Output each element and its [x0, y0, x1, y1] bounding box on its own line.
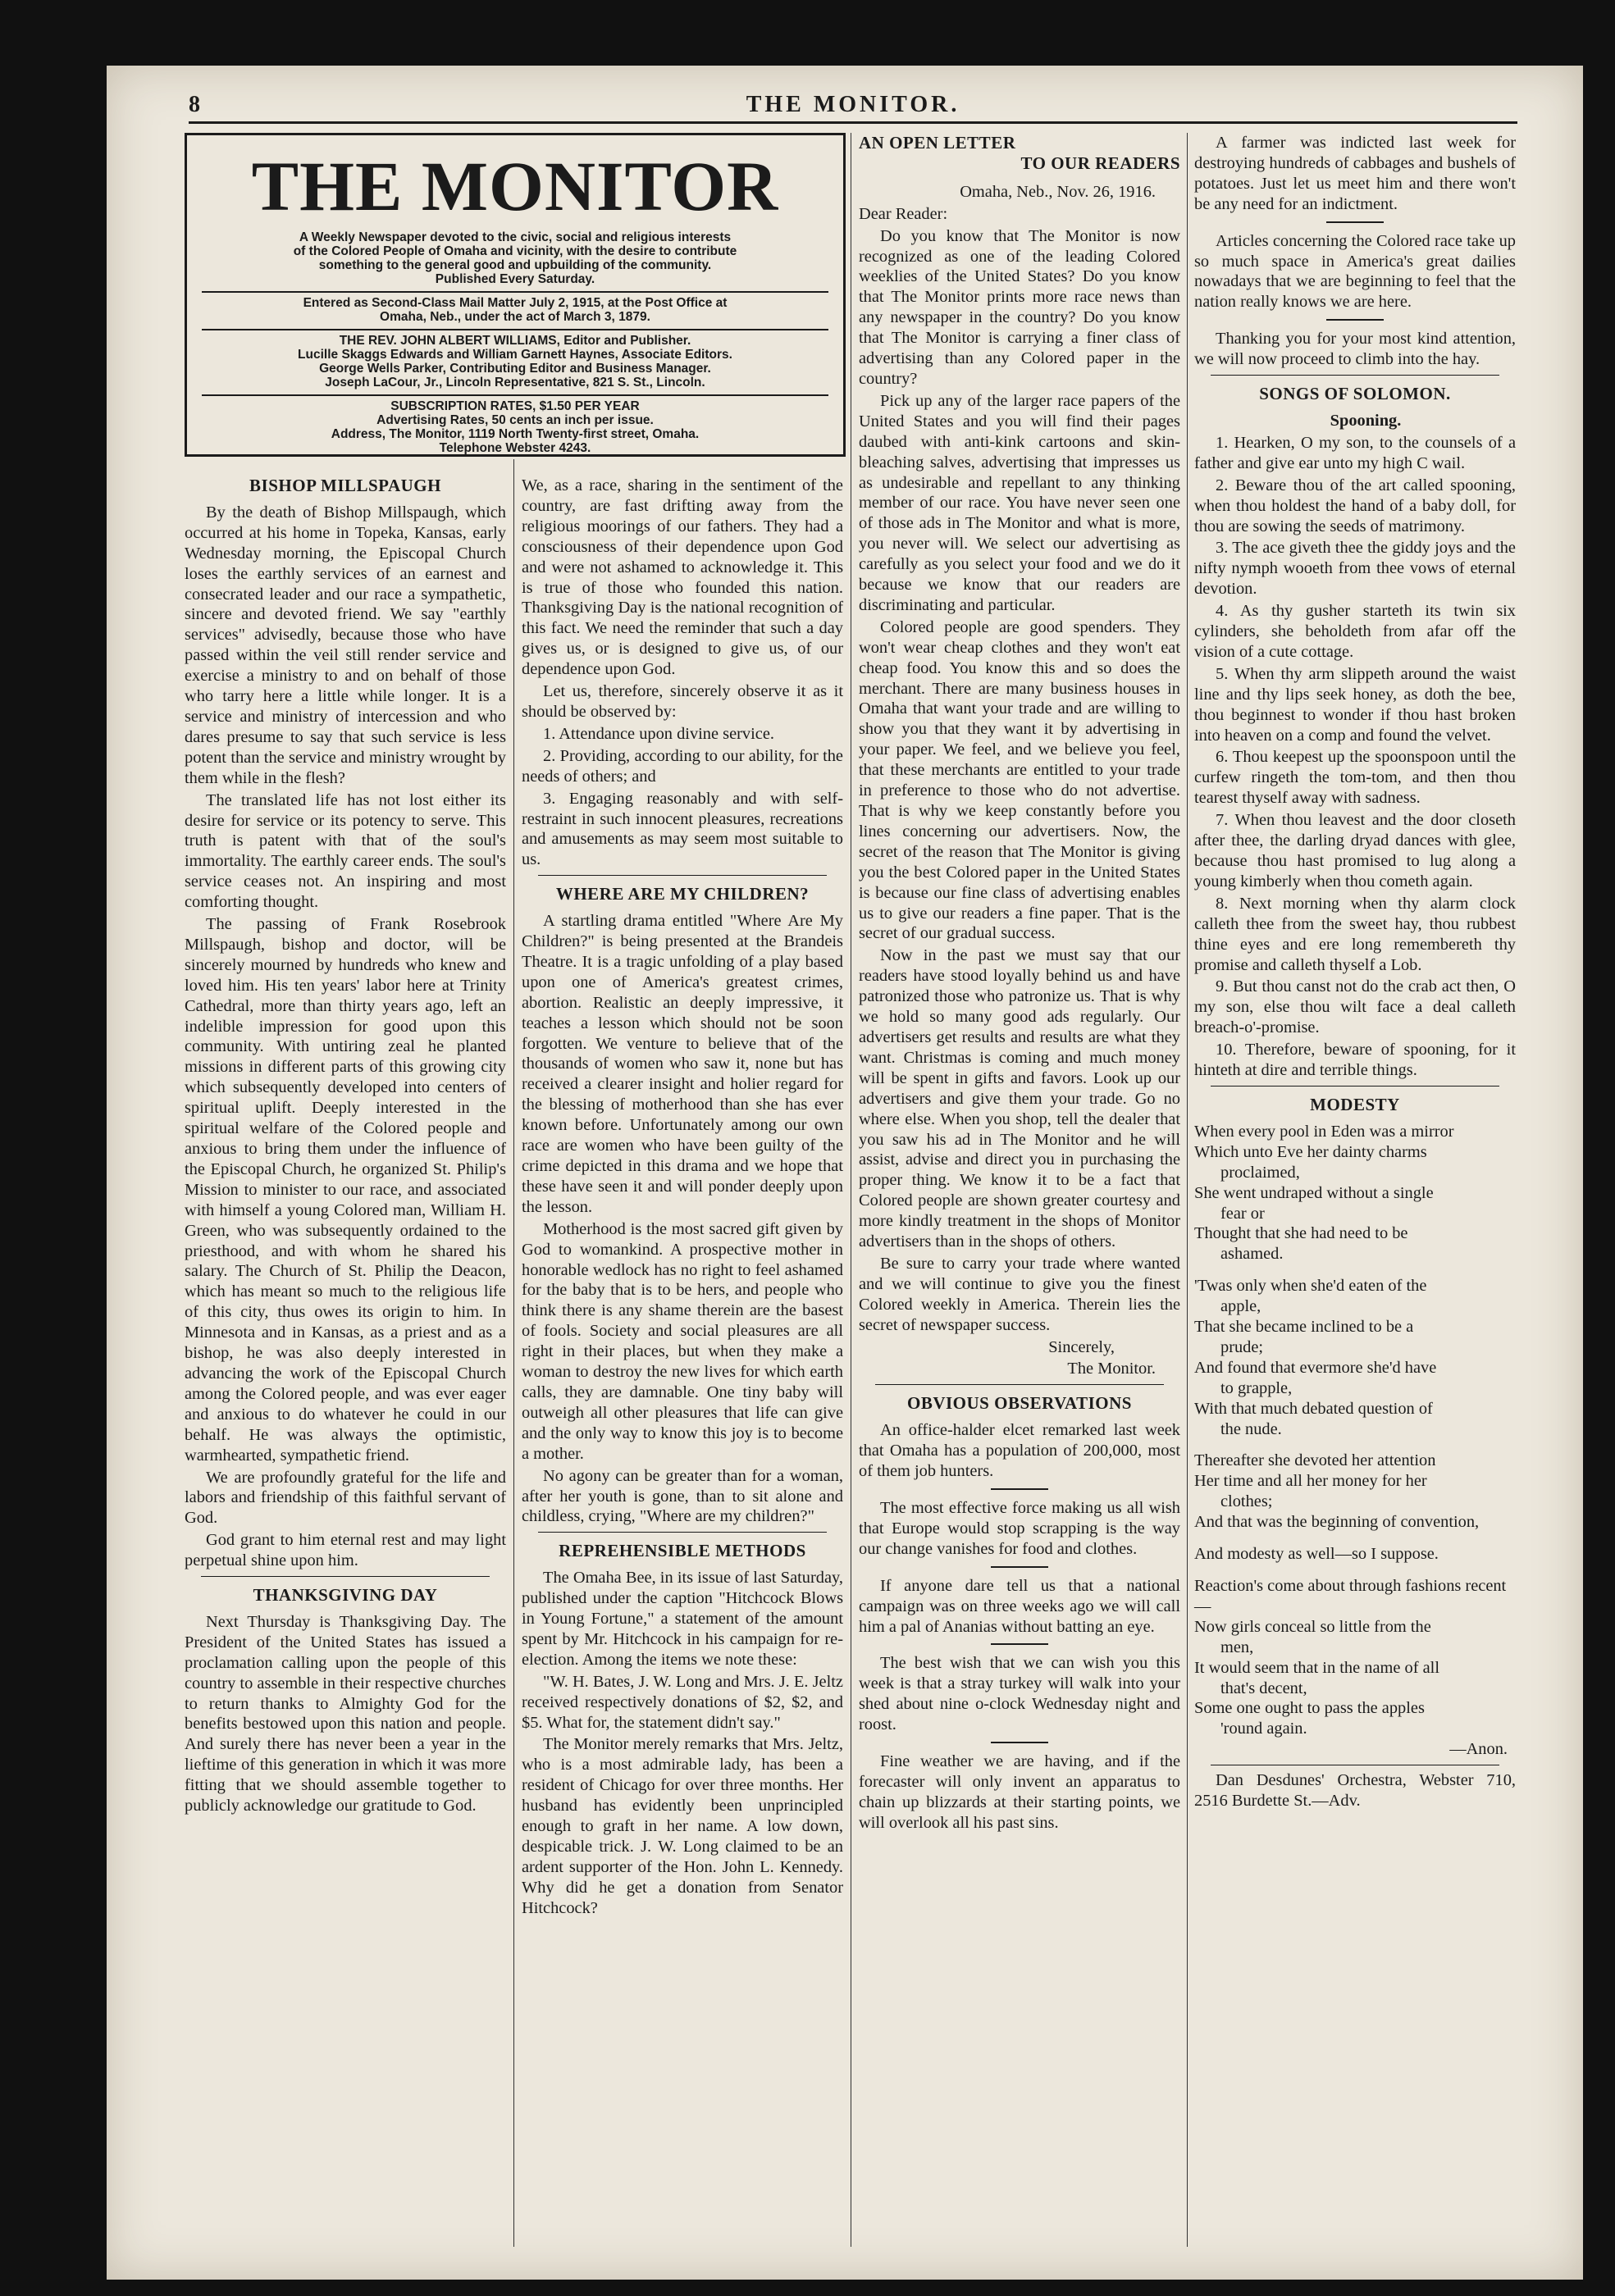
orchestra-advert: Dan Desdunes' Orchestra, Webster 710, 2516 Burdette St.—Adv. [1194, 1771, 1516, 1811]
modesty-heading: MODESTY [1310, 1094, 1400, 1114]
observations-heading: OBVIOUS OBSERVATIONS [907, 1393, 1132, 1414]
poem-line: proclaimed, [1220, 1163, 1300, 1182]
bishop-para: The passing of Frank Rosebrook Millspaugh, bishop and doctor, will be sincerely mourned by hundreds who knew and loved him. His ten years' labor here at Trinity Cathedral, more than thirty years ago, left an indelible impression for good upon this community. With untiring zeal he planted missions in different parts of this growing city which subsequently developed into centers of spiritual uplift. Deeply interested in the spiritual welfare of the Colored people and anxious to bring them under the influence of the Episcopal Church, he organized St. Philip's Mission to minister to our race, and associated with himself a young Colored man, William H. Green, who was subsequently ordained to the priesthood, and with whom he shared his salary. The Church of St. Philip the Deacon, which has meant so much to the religious life of this city, thus owes its origin to him. In Minnesota and in Kansas, as a priest and as a bishop, he was also deeply interested in advancing the work of the Episcopal Church among the Colored people, and was ever eager and anxious to do whatever he could in our behalf. He was always the optimistic, warmhearted, sympathetic friend. [185, 915, 506, 1465]
bishop-para: God grant to him eternal rest and may light perpetual shine upon him. [185, 1531, 506, 1570]
poem-line: to grapple, [1220, 1378, 1293, 1397]
column-4 [1194, 133, 1516, 1813]
masthead-line: Address, The Monitor, 1119 North Twenty-first street, Omaha. [331, 427, 700, 441]
song-verse: 2. Beware thou of the art called spooning, when thou holdest the hand of a baby doll, for thou are sowing the seeds of matrimony. [1194, 476, 1516, 535]
reprehensible-heading: REPREHENSIBLE METHODS [559, 1541, 806, 1561]
letter-para: Pick up any of the larger race papers of the United States and you will find their pages daubed with anti-kink cartoons and skin-bleaching salves, advertising that impresses us as undesirable and repellant to any thinking member of our race. You have never seen one of those ads in The Monitor and what is more, you never will. We select our advertising as carefully as you select your food and we do it because we know that our readers are discriminating and particular. [859, 391, 1180, 614]
thanksgiving-para: Next Thursday is Thanksgiving Day. The President of the United States has issued a proclamation calling upon the people of this country to assemble in their respective churches to return thanks to Almighty God for the benefits bestowed upon this nation and people. And surely there has never been a year in the lieftime of this generation in which it was more fitting that we should assemble together to publicly acknowledge our gratitude to God. [185, 1612, 506, 1815]
item-separator [1326, 221, 1384, 223]
song-verse: 1. Hearken, O my son, to the counsels of a father and give ear unto my high C wail. [1194, 433, 1516, 472]
section-rule [538, 875, 827, 876]
masthead-description [202, 227, 828, 293]
poem-line: She went undraped without a single [1194, 1183, 1434, 1202]
newspaper-page [107, 66, 1583, 2280]
poem-line: fear or [1220, 1204, 1265, 1223]
observation: An office-halder elcet remarked last week that Omaha has a population of 200,000, most of them job hunters. [859, 1421, 1180, 1481]
song-verse: 7. When thou leavest and the door closeth after thee, the darling dryad dances with glee, because thou hast promised to lug along a young kimberly when thou cometh again. [1194, 811, 1516, 891]
bishop-heading: BISHOP MILLSPAUGH [249, 476, 441, 495]
stanza-gap [1194, 1533, 1516, 1544]
letter-para: Do you know that The Monitor is now recognized as one of the leading Colored weeklies of the United States? Do you know that The Monitor prints more race news than any newspaper in the country? Do you know that The Monitor is carrying a finer class of advertising than any Colored paper in the country? [859, 226, 1180, 388]
item-separator [991, 1742, 1048, 1743]
column-rule [513, 459, 514, 2247]
poem-line: When every pool in Eden was a mirror [1194, 1122, 1454, 1141]
song-verse: 3. The ace giveth thee the giddy joys and the nifty nymph wooeth from thee vows of eternal devotion. [1194, 539, 1516, 599]
masthead-line: something to the general good and upbuilding of the community. [318, 258, 712, 272]
letter-para: Colored people are good spenders. They won't wear cheap clothes and they won't eat cheap food. You know this and so does the merchant. There are many business houses in Omaha that want your trade and are willing to show you that they want it by advertising in your paper. We feel, and we believe you feel, that these merchants are entitled to your trade in preference to those who do not advertise. That is why we keep constantly before you lines concerning our advertisers. Now, the secret of the reason that The Monitor is giving you the best Colored paper in the United States is because our fine class of advertising enables us to give our readers a fine paper. That is the secret of our gradual success. [859, 617, 1180, 943]
section-rule [201, 1576, 490, 1577]
masthead-line: Entered as Second-Class Mail Matter July 2, 1915, at the Post Office at [303, 296, 728, 310]
children-para: A startling drama entitled "Where Are My Children?" is being presented at the Brandeis Theatre. It is a tragic unfolding of a play based upon one of America's greatest crimes, abortion. Realistic an deeply impressive, it teaches a lesson which should not be soon forgotten. We venture to believe that of the thousands of women who saw it, none but has received a clearer insight and holier regard for the blessing of motherhood than she has ever known before. Unfortunately among our own race are women who have been guilty of the crime depicted in this drama and we hope that these have seen it and will ponder deeply upon the lesson. [522, 912, 843, 1216]
song-verse: 4. As thy gusher starteth its twin six cylinders, she beholdeth from afar off the vision of a cute cottage. [1194, 602, 1516, 661]
bishop-para: We are profoundly grateful for the life and labors and friendship of this faithful servant of God. [185, 1468, 506, 1528]
masthead-subscription [202, 396, 828, 460]
masthead-line: A Weekly Newspaper devoted to the civic, social and religious interests [299, 230, 732, 244]
children-heading: WHERE ARE MY CHILDREN? [555, 884, 810, 904]
song-verse: 9. But thou canst not do the crab act then, O my son, else thou wilt face a deal calleth breach-o'-promise. [1194, 977, 1516, 1037]
masthead-staff [202, 330, 828, 396]
letter-dateline: Omaha, Neb., Nov. 26, 1916. [960, 182, 1156, 201]
poem-line: Some one ought to pass the apples [1194, 1699, 1425, 1718]
item-separator [991, 1643, 1048, 1645]
page-folio [189, 85, 1517, 124]
poem-line: 'round again. [1220, 1720, 1307, 1738]
column-3 [859, 133, 1180, 1835]
poem-line: And found that evermore she'd have [1194, 1358, 1437, 1377]
poem-line: Reaction's come about through fashions recent— [1194, 1577, 1507, 1615]
observation: The most effective force making us all wish that Europe would stop scrapping is the way our change vanishes for food and clothes. [859, 1499, 1180, 1558]
observation: Fine weather we are having, and if the forecaster will only invent an apparatus to chain up blizzards at their starting points, we will overlook all his past sins. [859, 1752, 1180, 1832]
poem-line: men, [1220, 1638, 1254, 1656]
thanksgiving-heading: THANKSGIVING DAY [253, 1585, 438, 1606]
poem-line: that's decent, [1220, 1679, 1307, 1697]
thanksgiving-para: 2. Providing, according to our ability, for the needs of others; and [522, 746, 843, 786]
masthead-box [185, 133, 846, 457]
poem-line: Which unto Eve her dainty charms [1194, 1142, 1427, 1161]
masthead-entry [202, 293, 828, 330]
modesty-poem [1194, 1122, 1516, 1739]
poem-line: apple, [1220, 1297, 1261, 1316]
children-para: Motherhood is the most sacred gift given by God to womankind. A prospective mother in honorable wedlock has no right to feel ashamed for the baby that is to be hers, and people who think there is any shame therein are the basest of fools. Society and social pleasures are all right in their places, but when they make a woman to destroy the new lives for which earth calls, they are damnable. One tiny baby will outweigh all other pleasures that life can give and the only way to know this joy is to become a mother. [522, 1219, 843, 1463]
songs-subheading: Spooning. [1330, 411, 1402, 430]
masthead-title: THE MONITOR [251, 147, 779, 226]
poem-line: clothes; [1220, 1492, 1273, 1511]
poem-line: And modesty as well—so I suppose. [1194, 1545, 1439, 1564]
reprehensible-para: The Omaha Bee, in its issue of last Saturday, published under the caption "Hitchcock Blows in Young Fortune," a statement of the amount spent by Mr. Hitchcock in his campaign for re-election. Among the items we note these: [522, 1569, 843, 1669]
poem-line: the nude. [1220, 1419, 1282, 1438]
masthead-line: Omaha, Neb., under the act of March 3, 1879. [380, 310, 650, 324]
letter-para: Be sure to carry your trade where wanted and we will continue to give you the finest Colored weekly in America. Therein lies the secret of newspaper success. [859, 1254, 1180, 1334]
poem-line: Her time and all her money for her [1194, 1472, 1427, 1491]
poem-line: That she became inclined to be a [1194, 1318, 1414, 1337]
poem-line: Thought that she had need to be [1194, 1224, 1408, 1243]
item-separator [1326, 319, 1384, 321]
masthead-line: SUBSCRIPTION RATES, $1.50 PER YEAR [390, 399, 640, 413]
song-verse: 10. Therefore, beware of spooning, for it hinteth at dire and terrible things. [1194, 1041, 1516, 1080]
reprehensible-para: The Monitor merely remarks that Mrs. Jeltz, who is a most admirable lady, has been a resident of Chicago for over three months. Her husband has evidently been unprincipled enough to graft in her name. A low down, despicable trick. J. W. Long claimed to be an ardent supporter of the Hon. John L. Kennedy. Why did he get a donation from Senator Hitchcock? [522, 1735, 843, 1917]
section-rule [1211, 375, 1499, 376]
masthead-line: Lucille Skaggs Edwards and William Garnett Haynes, Associate Editors. [298, 348, 732, 362]
masthead-line: Advertising Rates, 50 cents an inch per issue. [376, 413, 654, 427]
poem-attribution: —Anon. [1449, 1740, 1508, 1759]
letter-heading: AN OPEN LETTER [859, 133, 1016, 153]
page-number: 8 [189, 92, 200, 117]
thanksgiving-para: We, as a race, sharing in the sentiment of the country, are fast drifting away from the religious moorings of our fathers. They had a consciousness of their dependence upon God and were not ashamed to acknowledge it. This is true of those who founded this nation. Thanksgiving Day is the national recognition of this fact. We need the reminder that such a day gives us, or is designed to give us, of our dependence upon God. [522, 476, 843, 679]
masthead-line: Telephone Webster 4243. [439, 441, 591, 455]
masthead-line: Published Every Saturday. [435, 272, 595, 286]
masthead-line: George Wells Parker, Contributing Editor and Business Manager. [319, 362, 711, 376]
poem-line: Thereafter she devoted her attention [1194, 1451, 1436, 1470]
thanksgiving-para: Let us, therefore, sincerely observe it as it should be observed by: [522, 682, 843, 721]
observation: The best wish that we can wish you this week is that a stray turkey will walk into your shed about nine o-clock Wednesday night and roost. [859, 1654, 1180, 1734]
observation: Articles concerning the Colored race take up so much space in America's great dailies nowadays that we are beginning to feel that the nation really knows we are here. [1194, 231, 1516, 312]
item-separator [991, 1488, 1048, 1490]
children-para: No agony can be greater than for a woman, after her youth is gone, than to sit alone and childless, crying, "Where are my children?" [522, 1466, 843, 1526]
songs-heading: SONGS OF SOLOMON. [1259, 384, 1451, 404]
thanksgiving-para: 1. Attendance upon divine service. [543, 724, 774, 743]
song-verse: 5. When thy arm slippeth around the waist line and thy lips seek honey, as doth the bee, thou beginnest to wonder if thou hast broken into heaven on a comp and found the velvet. [1194, 664, 1516, 745]
section-rule [875, 1384, 1164, 1385]
letter-para: Now in the past we must say that our readers have stood loyally behind us and have patronized those who patronize us. That is why we hold so many good ads regularly. Our advertisers get results and results are what they want. Christmas is coming and much money will be spent in gifts and favors. Look up our advertisers and give them your trade. Go no where else. When you shop, tell the dealer that you saw his ad in The Monitor and he will assist, advise and direct you in purchasing the proper thing. We know it to be a fact that Colored people are shown greater courtesy and more kindly treatment in the shops of Monitor advertisers than in the shops of others. [859, 946, 1180, 1251]
bishop-para: By the death of Bishop Millspaugh, which occurred at his home in Topeka, Kansas, early Wednesday morning, the Episcopal Church loses the earthly services of an earnest and consecrated leader and our race a sympathetic, sincere and devoted friend. We say "earthly services" advisedly, because those who have passed within the veil still render service and exercise a ministry to and on behalf of those who tarry here a little while longer. It is a service and ministry of intercession and who dares presume to say that such service is less potent than the service and ministry wrought by them while in the flesh? [185, 503, 506, 787]
letter-salutation: Dear Reader: [859, 204, 948, 223]
stanza-gap [1194, 1264, 1516, 1276]
reprehensible-para: "W. H. Bates, J. W. Long and Mrs. J. E. Jeltz received respectively donations of $2, $2, and $5. What for, the statement didn't say." [522, 1672, 843, 1732]
section-rule [538, 1532, 827, 1533]
masthead-line: THE REV. JOHN ALBERT WILLIAMS, Editor and Publisher. [339, 334, 691, 348]
bishop-para: The translated life has not lost either its desire for service or its potency to serve. This truth is patent with that of the soul's immortality. The earthly career ends. The soul's service ceases not. An inspiring and most comforting thought. [185, 790, 506, 912]
thanksgiving-para: 3. Engaging reasonably and with self-restraint in such innocent pleasures, recreations and amusements as may seem most suitable to us. [522, 789, 843, 869]
poem-line: And that was the beginning of convention, [1194, 1513, 1480, 1532]
masthead-line: of the Colored People of Omaha and vicinity, with the desire to contribute [293, 244, 737, 258]
column-rule [1187, 133, 1188, 2247]
poem-line: It would seem that in the name of all [1194, 1658, 1439, 1677]
column-1 [185, 467, 506, 1818]
observation: Thanking you for your most kind attention, we will now proceed to climb into the hay. [1194, 330, 1516, 369]
poem-line: With that much debated question of [1194, 1399, 1433, 1418]
poem-line: prude; [1220, 1337, 1264, 1356]
running-head: THE MONITOR. [746, 92, 960, 117]
poem-line: Now girls conceal so little from the [1194, 1617, 1431, 1636]
observation: If anyone dare tell us that a national campaign was on three weeks ago we will call him a pal of Ananias without batting an eye. [859, 1576, 1180, 1636]
letter-heading: TO OUR READERS [1020, 153, 1180, 173]
letter-signature: The Monitor. [1067, 1360, 1156, 1378]
song-verse: 6. Thou keepest up the spoonspoon until the curfew ringeth the tom-tom, and then thou tearest thyself away with sadness. [1194, 748, 1516, 808]
item-separator [991, 1566, 1048, 1568]
letter-closing: Sincerely, [1048, 1337, 1115, 1356]
song-verse: 8. Next morning when thy alarm clock calleth thee from the sweet hay, thou rubbest thine eyes and ere long remembereth thy promise and calleth thyself a Lob. [1194, 894, 1516, 974]
stanza-gap [1194, 1439, 1516, 1451]
poem-line: 'Twas only when she'd eaten of the [1194, 1277, 1427, 1296]
column-2 [522, 476, 843, 1920]
stanza-gap [1194, 1565, 1516, 1576]
observation: A farmer was indicted last week for destroying hundreds of cabbages and bushels of potatoes. Just let us meet him and there won't be any need for an indictment. [1194, 134, 1516, 213]
masthead-line: Joseph LaCour, Jr., Lincoln Representative, 821 S. St., Lincoln. [325, 376, 705, 390]
poem-line: ashamed. [1220, 1245, 1284, 1264]
